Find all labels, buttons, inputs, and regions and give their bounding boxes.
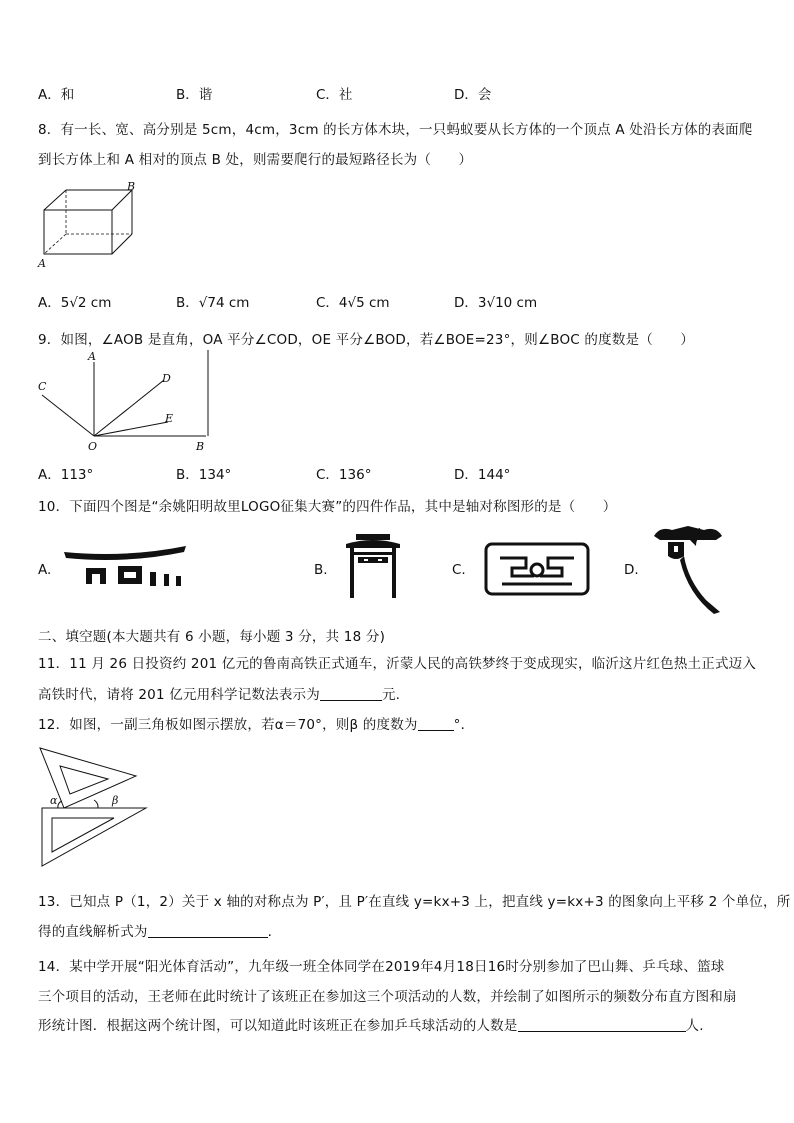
q14-stem-line2: 三个项目的活动，王老师在此时统计了该班正在参加这三个项活动的人数，并绘制了如图所示的频数分布直方图和扇 bbox=[38, 989, 737, 1005]
q10-logo-c bbox=[482, 540, 592, 598]
q8-option-d: D．3√10 cm bbox=[454, 295, 538, 311]
q10-logo-d bbox=[650, 520, 724, 616]
q13-stem-line1: 13．已知点 P（1，2）关于 x 轴的对称点为 P′，且 P′在直线 y=kx+3 上，把直线 y=kx+3 的图象向上平移 2 个单位，所 bbox=[38, 894, 791, 910]
section-fill-in-heading: 二、填空题(本大题共有 6 小题，每小题 3 分，共 18 分) bbox=[38, 629, 386, 645]
q8-stem-line2: 到长方体上和 A 相对的顶点 B 处，则需要爬行的最短路径长为（ ） bbox=[38, 152, 473, 168]
q14-stem-line3 bbox=[38, 1014, 704, 1034]
q14-stem-text: 形统计图．根据这两个统计图，可以知道此时该班正在参加乒乓球活动的人数是 bbox=[38, 1018, 518, 1034]
q8-cuboid-figure bbox=[36, 182, 136, 270]
q11-stem-tail: 元. bbox=[381, 687, 401, 703]
q12-stem-text: 12．如图，一副三角板如图示摆放，若α＝70°，则β 的度数为 bbox=[38, 717, 418, 733]
q8-option-a: A．5√2 cm bbox=[38, 295, 112, 311]
q12-stem-line1 bbox=[38, 713, 474, 733]
q10-option-b: B. bbox=[314, 562, 328, 578]
q8-option-c: C．4√5 cm bbox=[316, 295, 390, 311]
q11-answer-blank[interactable] bbox=[320, 687, 382, 701]
q9-option-b: B．134° bbox=[176, 467, 232, 483]
q10-option-d: D. bbox=[624, 562, 639, 578]
q12-triangles-figure bbox=[36, 742, 154, 870]
q7-option-d: D．会 bbox=[454, 87, 492, 103]
q14-stem-line1: 14．某中学开展“阳光体育活动”，九年级一班全体同学在2019年4月18日16时分别参加了巴山舞、乒乓球、篮球 bbox=[38, 959, 725, 975]
q8-option-b: B．√74 cm bbox=[176, 295, 250, 311]
q9-option-a: A．113° bbox=[38, 467, 94, 483]
q9-angle-figure bbox=[34, 350, 210, 456]
q13-stem-line2 bbox=[38, 920, 272, 940]
q12-stem-tail: °． bbox=[453, 717, 475, 733]
q13-stem-tail: . bbox=[267, 924, 273, 940]
q14-stem-tail: 人. bbox=[685, 1018, 704, 1034]
q12-label-beta: β bbox=[112, 794, 119, 807]
q10-logo-b bbox=[344, 534, 402, 598]
q11-stem-text: 高铁时代，请将 201 亿元用科学记数法表示为 bbox=[38, 687, 320, 703]
q13-answer-blank[interactable] bbox=[148, 924, 268, 938]
q12-label-alpha: α bbox=[50, 794, 58, 807]
q12-answer-blank[interactable] bbox=[418, 717, 454, 731]
q10-logo-a bbox=[62, 544, 190, 588]
q9-label-b: B bbox=[196, 440, 205, 453]
q11-stem-line2 bbox=[38, 683, 400, 703]
q14-answer-blank[interactable] bbox=[518, 1018, 686, 1032]
q8-label-a: A bbox=[38, 257, 46, 270]
q9-label-a: A bbox=[88, 350, 96, 363]
q10-option-c: C. bbox=[452, 562, 466, 578]
q11-stem-line1: 11．11 月 26 日投资约 201 亿元的鲁南高铁正式通车，沂蒙人民的高铁梦终于变成现实，临沂这片红色热土正式迈入 bbox=[38, 656, 757, 672]
q8-label-b: B bbox=[127, 182, 136, 193]
q13-stem-text: 得的直线解析式为 bbox=[38, 924, 148, 940]
q9-option-d: D．144° bbox=[454, 467, 511, 483]
q9-option-c: C．136° bbox=[316, 467, 372, 483]
q8-stem-line1: 8．有一长、宽、高分别是 5cm，4cm，3cm 的长方体木块，一只蚂蚁要从长方体的一个顶点 A 处沿长方体的表面爬 bbox=[38, 122, 753, 138]
q9-label-e: E bbox=[165, 412, 174, 425]
q10-stem-line1: 10．下面四个图是“余姚阳明故里LOGO征集大赛”的四件作品，其中是轴对称图形的是（ ） bbox=[38, 499, 617, 515]
q9-stem-line1: 9．如图，∠AOB 是直角，OA 平分∠COD，OE 平分∠BOD，若∠BOE=23°，则∠BOC 的度数是（ ） bbox=[38, 332, 695, 348]
q9-label-o: O bbox=[88, 440, 98, 453]
q10-option-a: A. bbox=[38, 562, 52, 578]
q7-option-a: A．和 bbox=[38, 87, 75, 103]
q9-label-c: C bbox=[38, 380, 47, 393]
q9-label-d: D bbox=[162, 372, 171, 385]
q7-option-c: C．社 bbox=[316, 87, 353, 103]
q7-option-b: B．谐 bbox=[176, 87, 213, 103]
